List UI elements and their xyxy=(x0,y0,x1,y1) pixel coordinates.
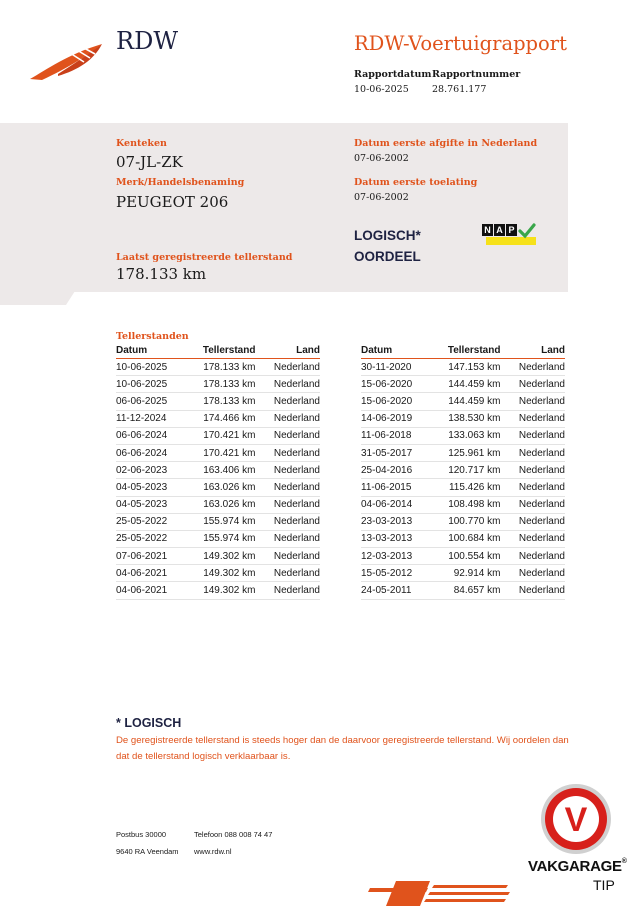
table-row xyxy=(116,359,320,376)
col-date-header: Datum xyxy=(116,344,183,359)
note-text-line1: De geregistreerde tellerstand is steeds hoger dan de daarvoor geregistreerde tellerstand. Wij oordelen dan xyxy=(116,735,569,746)
table-row xyxy=(361,530,565,547)
readings-table-left xyxy=(116,344,320,600)
cell-reading: 155.974 km xyxy=(183,530,255,547)
cell-country: Nederland xyxy=(255,479,320,496)
note-text-line2: dat de tellerstand logisch verklaarbaar is. xyxy=(116,751,291,762)
cell-country: Nederland xyxy=(255,410,320,427)
cell-reading: 100.684 km xyxy=(428,530,500,547)
cell-country: Nederland xyxy=(255,513,320,530)
table-row xyxy=(116,565,320,582)
cell-date: 04-05-2023 xyxy=(116,479,183,496)
note-title: * LOGISCH xyxy=(116,716,182,730)
table-row xyxy=(116,582,320,599)
cell-reading: 133.063 km xyxy=(428,427,500,444)
cell-reading: 108.498 km xyxy=(428,496,500,513)
vakgarage-name xyxy=(528,858,627,875)
odometer-label: Laatst geregistreerde tellerstand xyxy=(116,252,293,263)
brand-name: RDW xyxy=(116,27,178,55)
footer-postbus: Postbus 30000 xyxy=(116,830,167,839)
table-row xyxy=(116,513,320,530)
table-row xyxy=(116,427,320,444)
cell-reading: 125.961 km xyxy=(428,444,500,461)
col-reading-header: Tellerstand xyxy=(183,344,255,359)
make-value: PEUGEOT 206 xyxy=(116,193,229,211)
cell-reading: 115.426 km xyxy=(428,479,500,496)
cell-date: 10-06-2025 xyxy=(116,359,183,376)
cell-date: 04-05-2023 xyxy=(116,496,183,513)
table-row xyxy=(361,548,565,565)
cell-date: 15-05-2012 xyxy=(361,565,428,582)
table-row xyxy=(361,393,565,410)
table-row xyxy=(361,376,565,393)
cell-date: 23-03-2013 xyxy=(361,513,428,530)
cell-reading: 178.133 km xyxy=(183,376,255,393)
cell-reading: 170.421 km xyxy=(183,427,255,444)
nap-letter-a: A xyxy=(494,224,505,236)
cell-date: 31-05-2017 xyxy=(361,444,428,461)
cell-country: Nederland xyxy=(500,376,565,393)
verdict-subtitle: OORDEEL xyxy=(354,249,421,264)
cell-country: Nederland xyxy=(255,582,320,599)
table-row xyxy=(361,479,565,496)
cell-country: Nederland xyxy=(255,565,320,582)
vakgarage-name-text: VAKGARAGE xyxy=(528,858,622,875)
first-nl-value: 07-06-2002 xyxy=(354,153,409,164)
cell-date: 02-06-2023 xyxy=(116,462,183,479)
cell-reading: 144.459 km xyxy=(428,393,500,410)
cell-country: Nederland xyxy=(255,359,320,376)
vakgarage-tip: TIP xyxy=(593,877,615,893)
cell-country: Nederland xyxy=(255,530,320,547)
cell-date: 11-06-2018 xyxy=(361,427,428,444)
cell-country: Nederland xyxy=(500,410,565,427)
cell-reading: 84.657 km xyxy=(428,582,500,599)
cell-reading: 155.974 km xyxy=(183,513,255,530)
table-row xyxy=(361,427,565,444)
cell-date: 15-06-2020 xyxy=(361,376,428,393)
report-date-label: Rapportdatum xyxy=(354,69,432,80)
cell-reading: 92.914 km xyxy=(428,565,500,582)
nap-logo xyxy=(482,224,538,246)
cell-reading: 163.026 km xyxy=(183,496,255,513)
cell-reading: 100.554 km xyxy=(428,548,500,565)
cell-date: 25-05-2022 xyxy=(116,513,183,530)
cell-date: 13-03-2013 xyxy=(361,530,428,547)
table-row xyxy=(361,410,565,427)
cell-date: 24-05-2011 xyxy=(361,582,428,599)
cell-date: 07-06-2021 xyxy=(116,548,183,565)
cell-country: Nederland xyxy=(500,479,565,496)
nap-letter-n: N xyxy=(482,224,493,236)
cell-date: 11-06-2015 xyxy=(361,479,428,496)
cell-date: 04-06-2021 xyxy=(116,565,183,582)
cell-country: Nederland xyxy=(500,393,565,410)
cell-date: 10-06-2025 xyxy=(116,376,183,393)
cell-reading: 178.133 km xyxy=(183,359,255,376)
cell-date: 12-03-2013 xyxy=(361,548,428,565)
odometer-value: 178.133 km xyxy=(116,265,207,283)
table-row xyxy=(116,479,320,496)
vakgarage-logo-icon xyxy=(540,783,612,855)
col-date-header: Datum xyxy=(361,344,428,359)
report-number: 28.761.177 xyxy=(432,84,487,95)
rdw-logo-icon xyxy=(28,40,106,82)
col-reading-header: Tellerstand xyxy=(428,344,500,359)
cell-date: 06-06-2024 xyxy=(116,427,183,444)
first-admission-label: Datum eerste toelating xyxy=(354,177,478,188)
nap-check-icon xyxy=(518,223,536,239)
cell-reading: 174.466 km xyxy=(183,410,255,427)
table-row xyxy=(361,513,565,530)
first-nl-label: Datum eerste afgifte in Nederland xyxy=(354,138,538,149)
cell-date: 14-06-2019 xyxy=(361,410,428,427)
cell-country: Nederland xyxy=(255,427,320,444)
cell-reading: 144.459 km xyxy=(428,376,500,393)
cell-date: 25-04-2016 xyxy=(361,462,428,479)
cell-reading: 178.133 km xyxy=(183,393,255,410)
table-row xyxy=(116,548,320,565)
plate-value: 07-JL-ZK xyxy=(116,153,183,171)
table-row xyxy=(116,530,320,547)
make-label: Merk/Handelsbenaming xyxy=(116,177,245,188)
report-number-label: Rapportnummer xyxy=(432,69,521,80)
cell-reading: 138.530 km xyxy=(428,410,500,427)
table-row xyxy=(116,393,320,410)
cell-reading: 100.770 km xyxy=(428,513,500,530)
footer-address: 9640 RA Veendam xyxy=(116,847,179,856)
cell-date: 15-06-2020 xyxy=(361,393,428,410)
cell-country: Nederland xyxy=(500,582,565,599)
footer-website[interactable]: www.rdw.nl xyxy=(194,847,232,856)
cell-country: Nederland xyxy=(500,565,565,582)
cell-country: Nederland xyxy=(255,444,320,461)
cell-reading: 149.302 km xyxy=(183,582,255,599)
cell-date: 04-06-2021 xyxy=(116,582,183,599)
readings-table-right xyxy=(361,344,565,600)
table-row xyxy=(361,582,565,599)
table-row xyxy=(361,565,565,582)
cell-date: 06-06-2024 xyxy=(116,444,183,461)
cell-country: Nederland xyxy=(500,496,565,513)
cell-reading: 149.302 km xyxy=(183,565,255,582)
cell-country: Nederland xyxy=(500,359,565,376)
verdict-title: LOGISCH* xyxy=(354,228,421,243)
table-row xyxy=(116,496,320,513)
cell-date: 11-12-2024 xyxy=(116,410,183,427)
readings-title: Tellerstanden xyxy=(116,331,189,342)
cell-country: Nederland xyxy=(500,427,565,444)
vakgarage-letter: V xyxy=(564,801,588,839)
col-country-header: Land xyxy=(255,344,320,359)
cell-reading: 163.406 km xyxy=(183,462,255,479)
cell-country: Nederland xyxy=(255,393,320,410)
cell-date: 04-06-2014 xyxy=(361,496,428,513)
cell-reading: 163.026 km xyxy=(183,479,255,496)
cell-country: Nederland xyxy=(500,548,565,565)
table-row xyxy=(116,444,320,461)
cell-country: Nederland xyxy=(500,462,565,479)
cell-date: 25-05-2022 xyxy=(116,530,183,547)
table-row xyxy=(361,444,565,461)
cell-date: 30-11-2020 xyxy=(361,359,428,376)
table-row xyxy=(116,410,320,427)
cell-reading: 120.717 km xyxy=(428,462,500,479)
footer-phone: Telefoon 088 008 74 47 xyxy=(194,830,273,839)
cell-country: Nederland xyxy=(500,530,565,547)
cell-country: Nederland xyxy=(255,462,320,479)
table-row xyxy=(116,462,320,479)
cell-reading: 170.421 km xyxy=(183,444,255,461)
vehicle-info-panel-tail xyxy=(0,291,75,305)
cell-country: Nederland xyxy=(500,444,565,461)
cell-date: 06-06-2025 xyxy=(116,393,183,410)
footer-stripes-icon xyxy=(368,880,513,906)
nap-letter-p: P xyxy=(506,224,517,236)
vakgarage-registered: ® xyxy=(621,858,627,865)
report-date: 10-06-2025 xyxy=(354,84,409,95)
table-row xyxy=(361,496,565,513)
table-row xyxy=(116,376,320,393)
col-country-header: Land xyxy=(500,344,565,359)
cell-country: Nederland xyxy=(255,548,320,565)
first-admission-value: 07-06-2002 xyxy=(354,192,409,203)
report-title: RDW-Voertuigrapport xyxy=(354,32,567,55)
cell-reading: 147.153 km xyxy=(428,359,500,376)
cell-country: Nederland xyxy=(255,376,320,393)
table-row xyxy=(361,462,565,479)
cell-country: Nederland xyxy=(255,496,320,513)
table-row xyxy=(361,359,565,376)
cell-country: Nederland xyxy=(500,513,565,530)
cell-reading: 149.302 km xyxy=(183,548,255,565)
plate-label: Kenteken xyxy=(116,138,167,149)
